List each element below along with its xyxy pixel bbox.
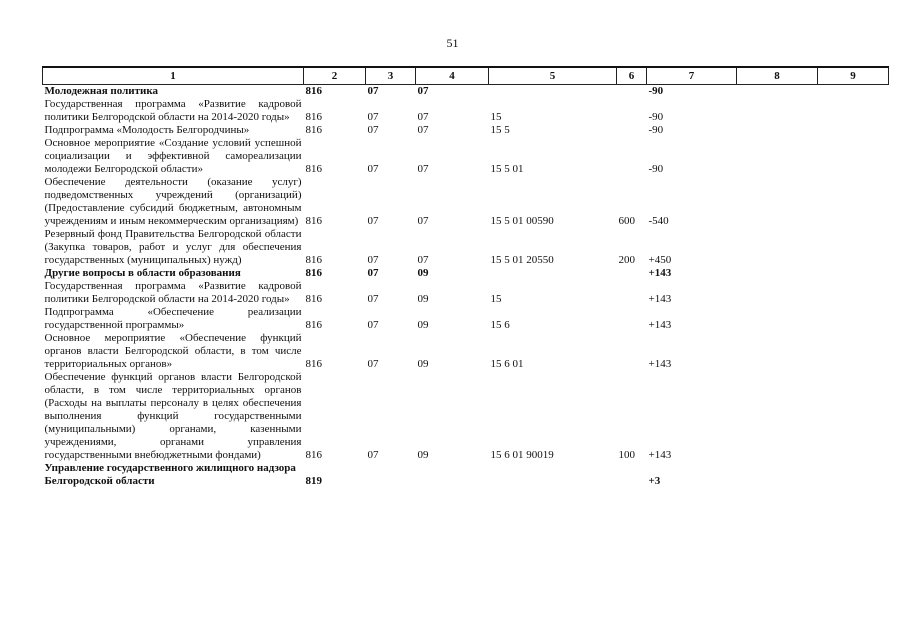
row-amount: +450 (648, 254, 672, 266)
table-row (43, 124, 889, 137)
row-col-9 (818, 462, 889, 488)
row-amount: +143 (648, 293, 672, 305)
row-col-8 (737, 267, 818, 280)
row-amount: -90 (648, 163, 664, 175)
row-col-9 (818, 228, 889, 267)
row-amount: +3 (648, 475, 661, 487)
table-row (43, 462, 889, 488)
row-admin-code: 816 (305, 124, 322, 136)
row-admin-code: 816 (305, 293, 322, 305)
row-admin-code: 816 (305, 449, 322, 461)
row-col-9 (818, 176, 889, 228)
row-amount: +143 (648, 319, 672, 331)
row-expense-type (617, 124, 647, 137)
row-name: Основное мероприятие «Обеспечение функций органов власти Белгородской области, в том числе территориальных органов» (44, 332, 302, 370)
row-admin-code: 819 (305, 475, 322, 487)
row-subsection: 09 (417, 267, 429, 279)
row-amount: +143 (648, 449, 672, 461)
row-section: 07 (367, 163, 379, 175)
row-name: Основное мероприятие «Создание условий успешной социализации и эффективной самореализации молодежи Белгородской области» (44, 137, 302, 175)
row-amount: -90 (648, 124, 664, 136)
row-name: Обеспечение деятельности (оказание услуг) подведомственных учреждений (организаций) (Предоставление субсидий бюджетным, автономным учреждениям и иным некоммерческим организациям) (44, 176, 302, 227)
row-section (366, 462, 416, 488)
table-row (43, 332, 889, 371)
row-amount: -90 (648, 85, 664, 97)
row-col-9 (818, 124, 889, 137)
row-admin-code: 816 (305, 111, 322, 123)
table-row (43, 137, 889, 176)
row-name: Государственная программа «Развитие кадровой политики Белгородской области на 2014-2020 годы» (44, 98, 302, 123)
row-amount: -90 (648, 111, 664, 123)
row-target-article: 15 (490, 111, 502, 123)
table-row (43, 280, 889, 306)
table-row (43, 267, 889, 280)
row-col-9 (818, 306, 889, 332)
row-admin-code: 816 (305, 215, 322, 227)
row-target-article: 15 6 01 90019 (490, 449, 554, 461)
header-row (43, 67, 889, 85)
budget-table (42, 66, 889, 488)
row-expense-type (617, 462, 647, 488)
row-section: 07 (367, 267, 379, 279)
row-target-article: 15 6 (490, 319, 510, 331)
row-subsection: 09 (417, 449, 429, 461)
row-col-9 (818, 137, 889, 176)
table-row (43, 228, 889, 267)
row-col-9 (818, 267, 889, 280)
row-target-article (489, 267, 617, 280)
page-number: 51 (446, 36, 459, 50)
row-expense-type (617, 332, 647, 371)
row-subsection: 09 (417, 319, 429, 331)
row-target-article (489, 462, 617, 488)
row-col-8 (737, 137, 818, 176)
row-col-9 (818, 85, 889, 99)
row-expense-type (617, 137, 647, 176)
header-col-7: 7 (647, 67, 737, 85)
row-amount: +143 (648, 267, 672, 279)
row-subsection: 07 (417, 254, 429, 266)
table-row (43, 306, 889, 332)
row-section: 07 (367, 449, 379, 461)
row-subsection: 09 (417, 293, 429, 305)
row-col-8 (737, 332, 818, 371)
row-expense-type (617, 98, 647, 124)
header-col-8: 8 (737, 67, 818, 85)
row-section: 07 (367, 124, 379, 136)
row-col-8 (737, 462, 818, 488)
row-name: Обеспечение функций органов власти Белгородской области, в том числе территориальных органов (Расходы на выплаты персоналу в целях обеспечения выполнения функций государственными (муниципальными) органами, казенными учреждениями, органами управления государственными внебюджетными фондами) (44, 371, 302, 461)
row-section: 07 (367, 215, 379, 227)
header-col-5: 5 (489, 67, 617, 85)
row-section: 07 (367, 319, 379, 331)
row-expense-type (617, 85, 647, 99)
row-subsection: 07 (417, 111, 429, 123)
row-admin-code: 816 (305, 358, 322, 370)
table-row (43, 371, 889, 462)
row-col-8 (737, 306, 818, 332)
row-target-article: 15 5 01 (490, 163, 524, 175)
row-name: Другие вопросы в области образования (44, 267, 241, 279)
row-target-article: 15 5 01 00590 (490, 215, 554, 227)
header-col-4: 4 (416, 67, 489, 85)
row-expense-type (617, 267, 647, 280)
row-admin-code: 816 (305, 267, 322, 279)
header-col-1: 1 (43, 67, 304, 85)
row-expense-type (617, 280, 647, 306)
row-target-article: 15 5 01 20550 (490, 254, 554, 266)
row-name: Молодежная политика (44, 85, 159, 97)
row-name: Подпрограмма «Обеспечение реализации государственной программы» (44, 306, 302, 331)
row-col-9 (818, 280, 889, 306)
row-admin-code: 816 (305, 319, 322, 331)
table-row (43, 85, 889, 99)
header-col-9: 9 (818, 67, 889, 85)
row-name: Подпрограмма «Молодость Белгородчины» (44, 124, 250, 136)
row-col-9 (818, 371, 889, 462)
row-col-8 (737, 124, 818, 137)
row-section: 07 (367, 111, 379, 123)
row-col-8 (737, 228, 818, 267)
row-section: 07 (367, 254, 379, 266)
row-name: Резервный фонд Правительства Белгородской области (Закупка товаров, работ и услуг для обеспечения государственных (муниципальных) нужд) (44, 228, 302, 266)
row-col-9 (818, 98, 889, 124)
row-section: 07 (367, 85, 379, 97)
row-expense-type: 100 (618, 449, 635, 461)
row-subsection: 07 (417, 215, 429, 227)
table-row (43, 176, 889, 228)
row-target-article (489, 85, 617, 99)
header-col-3: 3 (366, 67, 416, 85)
row-section: 07 (367, 358, 379, 370)
row-expense-type: 200 (618, 254, 635, 266)
row-col-8 (737, 280, 818, 306)
row-name: Государственная программа «Развитие кадровой политики Белгородской области на 2014-2020 годы» (44, 280, 302, 305)
row-col-9 (818, 332, 889, 371)
row-target-article: 15 5 (490, 124, 510, 136)
row-col-8 (737, 85, 818, 99)
row-target-article: 15 6 01 (490, 358, 524, 370)
table-row (43, 98, 889, 124)
row-amount: -540 (648, 215, 669, 227)
row-admin-code: 816 (305, 85, 322, 97)
row-subsection: 09 (417, 358, 429, 370)
row-target-article: 15 (490, 293, 502, 305)
row-section: 07 (367, 293, 379, 305)
row-subsection: 07 (417, 85, 429, 97)
row-subsection: 07 (417, 163, 429, 175)
header-col-6: 6 (617, 67, 647, 85)
row-col-8 (737, 371, 818, 462)
row-admin-code: 816 (305, 163, 322, 175)
row-col-8 (737, 176, 818, 228)
row-name: Управление государственного жилищного надзора Белгородской области (44, 462, 296, 487)
row-expense-type: 600 (618, 215, 635, 227)
row-amount: +143 (648, 358, 672, 370)
row-subsection (416, 462, 489, 488)
row-admin-code: 816 (305, 254, 322, 266)
row-expense-type (617, 306, 647, 332)
row-subsection: 07 (417, 124, 429, 136)
row-col-8 (737, 98, 818, 124)
header-col-2: 2 (304, 67, 366, 85)
